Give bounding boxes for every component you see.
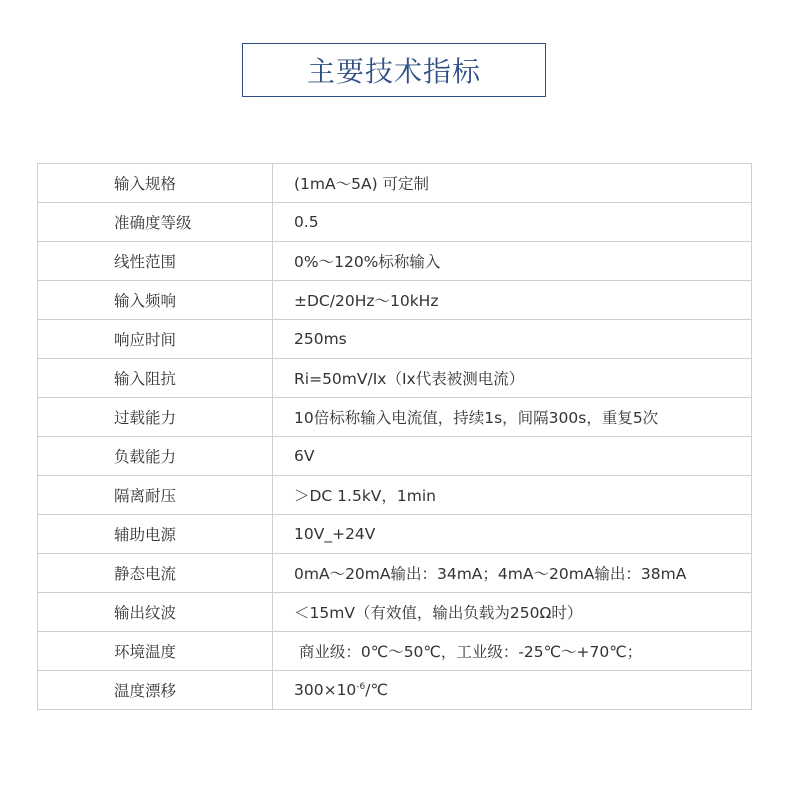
spec-value: Ri=50mV/Ix（Ix代表被测电流） <box>273 359 752 398</box>
spec-value: 0mA～20mA输出：34mA；4mA～20mA输出：38mA <box>273 554 752 593</box>
title-box <box>242 43 546 97</box>
spec-label: 输入频响 <box>38 281 273 320</box>
table-row <box>38 359 752 398</box>
value-exponent: -6 <box>356 682 366 692</box>
spec-value: ＞DC 1.5kV，1min <box>273 476 752 515</box>
spec-label: 线性范围 <box>38 242 273 281</box>
spec-value: 10V_+24V <box>273 515 752 554</box>
table-row <box>38 632 752 671</box>
spec-value: 250ms <box>273 320 752 359</box>
value-prefix: 300×10 <box>294 681 357 699</box>
table-row <box>38 554 752 593</box>
spec-label: 负载能力 <box>38 437 273 476</box>
spec-label: 环境温度 <box>38 632 273 671</box>
table-row <box>38 437 752 476</box>
table-row <box>38 164 752 203</box>
spec-value: ±DC/20Hz～10kHz <box>273 281 752 320</box>
spec-value: 0%～120%标称输入 <box>273 242 752 281</box>
table-row <box>38 242 752 281</box>
table-row <box>38 476 752 515</box>
spec-value: 10倍标称输入电流值，持续1s，间隔300s，重复5次 <box>273 398 752 437</box>
spec-label: 隔离耐压 <box>38 476 273 515</box>
spec-value: 商业级：0℃～50℃，工业级：-25℃～+70℃； <box>273 632 752 671</box>
spec-label: 输入规格 <box>38 164 273 203</box>
spec-value: 0.5 <box>273 203 752 242</box>
spec-label: 辅助电源 <box>38 515 273 554</box>
table-row <box>38 671 752 710</box>
spec-value: ＜15mV（有效值，输出负载为250Ω时） <box>273 593 752 632</box>
page-title: 主要技术指标 <box>306 55 481 88</box>
table-row <box>38 593 752 632</box>
table-row <box>38 515 752 554</box>
spec-value: (1mA～5A) 可定制 <box>273 164 752 203</box>
spec-label: 输入阻抗 <box>38 359 273 398</box>
spec-label: 静态电流 <box>38 554 273 593</box>
table-row <box>38 203 752 242</box>
spec-label: 准确度等级 <box>38 203 273 242</box>
table-row <box>38 281 752 320</box>
spec-label: 响应时间 <box>38 320 273 359</box>
table-row <box>38 320 752 359</box>
spec-label: 输出纹波 <box>38 593 273 632</box>
spec-label: 过载能力 <box>38 398 273 437</box>
spec-value: 6V <box>273 437 752 476</box>
value-suffix: /℃ <box>365 681 388 699</box>
table-row <box>38 398 752 437</box>
spec-value <box>273 671 752 710</box>
spec-table <box>37 163 752 710</box>
spec-label: 温度漂移 <box>38 671 273 710</box>
